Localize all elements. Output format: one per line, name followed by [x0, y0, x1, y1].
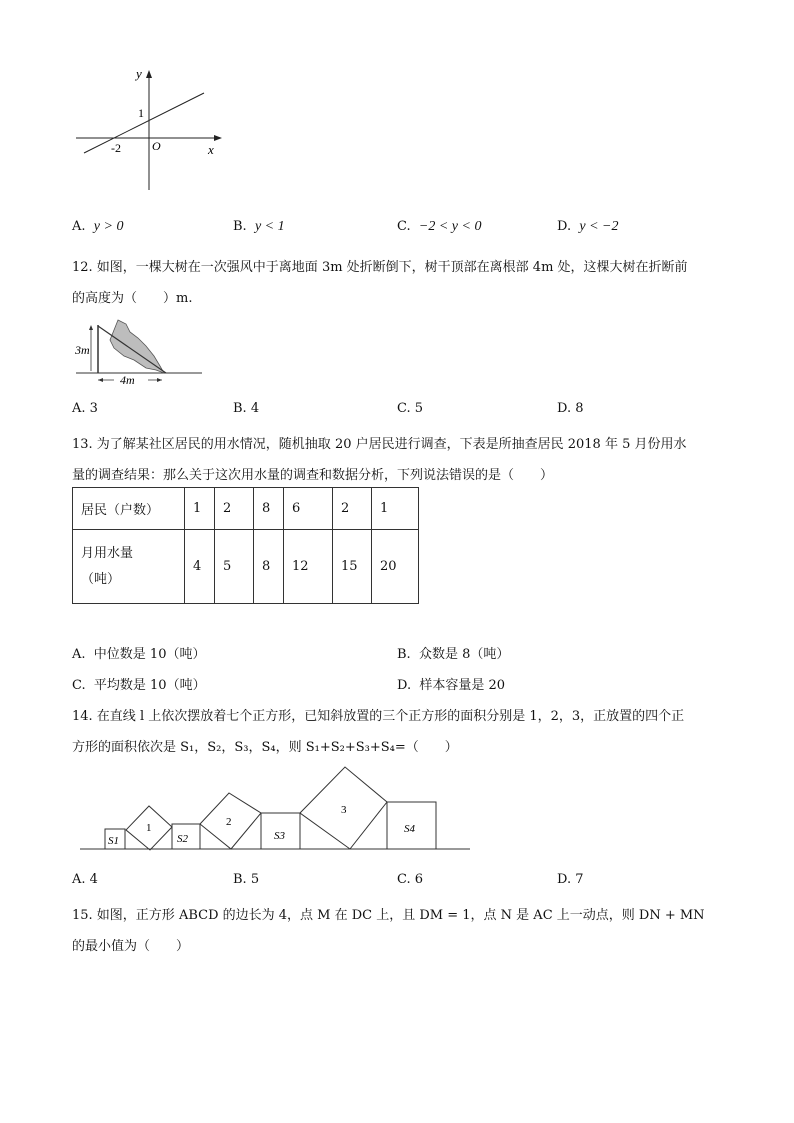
- q11-option-c: C. −2 < y < 0: [397, 219, 482, 234]
- table-cell: 2: [333, 488, 372, 530]
- q11-option-d: D. y < −2: [557, 219, 619, 234]
- q14-squares-figure: [78, 764, 474, 856]
- q13-stem-line1: 13. 为了解某社区居民的用水情况，随机抽取 20 户居民进行调查，下表是所抽查居民 2018 年 5 月份用水: [72, 437, 687, 452]
- row-header-line2: （吨）: [81, 571, 121, 587]
- q13-option-b: B. 众数是 8（吨）: [397, 647, 510, 662]
- table-row-header: 居民（户数）: [73, 488, 185, 530]
- q14-stem-line2: 方形的面积依次是 S₁，S₂，S₃，S₄，则 S₁+S₂+S₃+S₄=（ ）: [72, 740, 458, 755]
- table-row-households: [73, 488, 419, 530]
- dimension-arrow-up-icon: [89, 325, 93, 330]
- q12-stem-line2: 的高度为（ ）m.: [72, 291, 193, 306]
- q13-option-d: D. 样本容量是 20: [397, 678, 506, 693]
- table-cell: 4: [185, 530, 215, 604]
- q14-stem-line1: 14. 在直线 l 上依次摆放着七个正方形，已知斜放置的三个正方形的面积分别是 1，2，3，正放置的四个正: [72, 709, 685, 724]
- q13-option-a: A. 中位数是 10（吨）: [72, 647, 206, 662]
- table-cell: 20: [372, 530, 419, 604]
- q12-option-a: A. 3: [72, 401, 98, 416]
- q14-option-d: D. 7: [557, 872, 584, 887]
- q12-option-c: C. 5: [397, 401, 424, 416]
- q12-option-d: D. 8: [557, 401, 584, 416]
- dimension-arrow-right-icon: [157, 378, 162, 382]
- table-cell: 1: [372, 488, 419, 530]
- label-s2: S2: [177, 833, 188, 845]
- q11-option-a: A. y > 0: [72, 219, 124, 234]
- table-row-header: [73, 530, 185, 604]
- label-2: 2: [226, 816, 232, 828]
- graph-line: [84, 93, 204, 153]
- q15-stem-line1: 15. 如图，正方形 ABCD 的边长为 4，点 M 在 DC 上，且 DM = 1，点 N 是 AC 上一动点，则 DN + MN: [72, 908, 705, 923]
- q11-option-b: B. y < 1: [233, 219, 285, 234]
- x-axis-label: x: [208, 142, 214, 157]
- table-cell: 8: [254, 488, 284, 530]
- label-1: 1: [146, 822, 152, 834]
- q15-stem-line2: 的最小值为（ ）: [72, 939, 190, 954]
- dimension-arrow-left-icon: [98, 378, 103, 382]
- x-intercept-label: -2: [111, 141, 121, 155]
- y-intercept-label: 1: [138, 106, 144, 120]
- table-cell: 5: [215, 530, 254, 604]
- q12-option-b: B. 4: [233, 401, 260, 416]
- label-3: 3: [341, 804, 347, 816]
- label-s4: S4: [404, 823, 415, 835]
- table-cell: 6: [284, 488, 333, 530]
- x-axis-arrow-icon: [214, 135, 222, 141]
- table-cell: 8: [254, 530, 284, 604]
- table-cell: 2: [215, 488, 254, 530]
- q14-option-b: B. 5: [233, 872, 260, 887]
- base-label: 4m: [120, 373, 135, 387]
- q11-coordinate-graph: [72, 62, 232, 194]
- y-axis-label: y: [136, 66, 142, 81]
- table-cell: 12: [284, 530, 333, 604]
- origin-label: O: [152, 139, 161, 153]
- label-s3: S3: [274, 830, 285, 842]
- q14-option-a: A. 4: [72, 872, 98, 887]
- q13-option-c: C. 平均数是 10（吨）: [72, 678, 206, 693]
- q12-stem-line1: 12. 如图，一棵大树在一次强风中于离地面 3m 处折断倒下，树干顶部在离根部 4m 处，这棵大树在折断前: [72, 260, 688, 275]
- row-header-line1: 月用水量: [81, 545, 134, 561]
- table-row-water-usage: [73, 530, 419, 604]
- q12-broken-tree-figure: [74, 316, 204, 388]
- height-label: 3m: [75, 343, 90, 357]
- q13-stem-line2: 量的调查结果：那么关于这次用水量的调查和数据分析，下列说法错误的是（ ）: [72, 468, 554, 483]
- y-axis-arrow-icon: [146, 70, 152, 78]
- q13-survey-table: [72, 487, 419, 604]
- label-s1: S1: [108, 835, 119, 847]
- table-cell: 15: [333, 530, 372, 604]
- table-cell: 1: [185, 488, 215, 530]
- foliage-shape: [110, 320, 164, 373]
- q14-option-c: C. 6: [397, 872, 424, 887]
